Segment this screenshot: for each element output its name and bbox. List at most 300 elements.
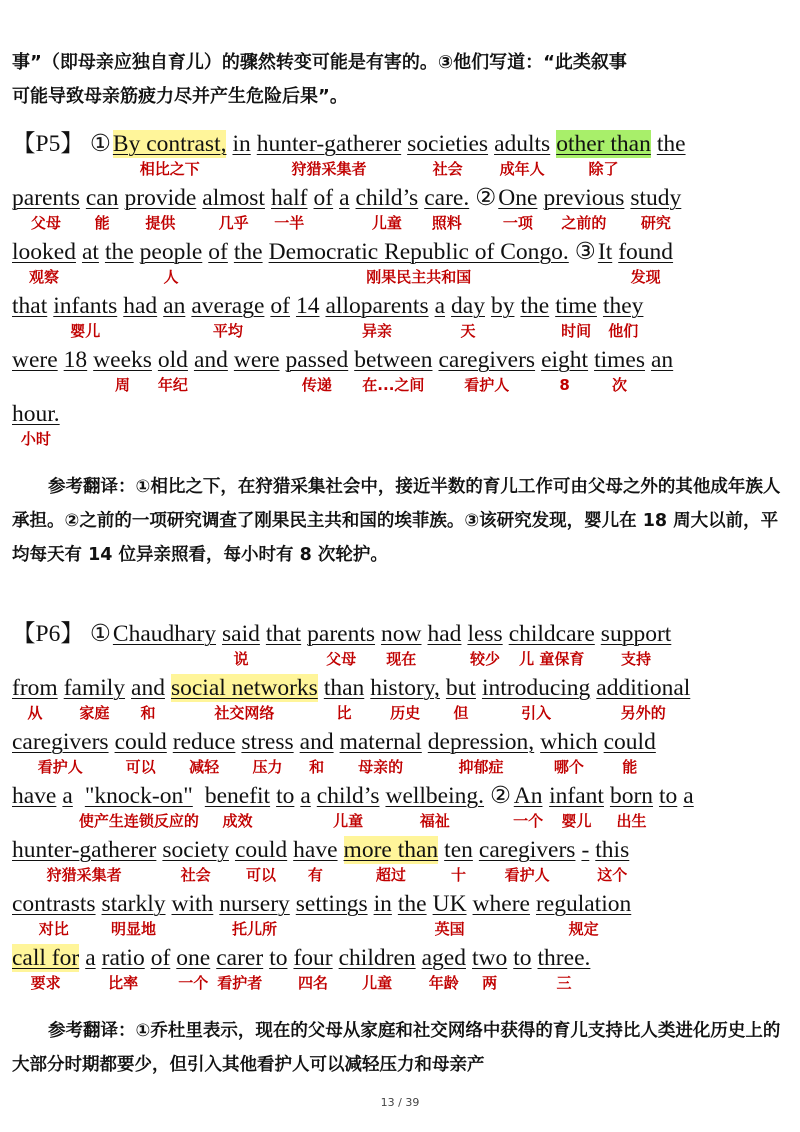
word-token [125, 184, 197, 234]
word-token [235, 836, 287, 886]
word-token [659, 782, 677, 832]
chinese-gloss: 小时 [20, 430, 51, 448]
word-token [374, 890, 392, 940]
chinese-gloss: 一项 [502, 214, 533, 232]
chinese-gloss: 福祉 [419, 812, 450, 830]
chinese-gloss: 比率 [108, 974, 139, 992]
word-token [194, 346, 228, 396]
english-word: infant [549, 783, 604, 809]
sentence-marker: ① [89, 131, 111, 157]
english-word: regulation [535, 891, 632, 917]
english-word: 18 [63, 347, 88, 373]
english-word: hour. [12, 401, 60, 427]
word-token [339, 184, 349, 234]
word-token [428, 728, 534, 778]
top-text-line: 事”（即母亲应独自育儿）的骤然转变可能是有害的。③他们写道：“此类叙事 [12, 52, 627, 73]
english-word: three. [537, 945, 591, 971]
word-token [12, 292, 47, 342]
word-token [446, 674, 476, 724]
english-word: a [85, 945, 96, 971]
text-line [12, 836, 635, 890]
english-word: starkly [101, 891, 166, 917]
english-word: stress [241, 729, 294, 755]
paragraph-label: 【P5】 [12, 131, 84, 157]
word-token [610, 782, 653, 832]
english-word: reduce [172, 729, 236, 755]
word-token [64, 674, 125, 724]
english-word: eight [541, 347, 589, 373]
word-token [85, 944, 95, 994]
word-token [234, 346, 280, 396]
english-word: the [520, 293, 550, 319]
english-word: time [555, 293, 597, 319]
english-word: family [63, 675, 126, 701]
word-token [12, 782, 56, 832]
word-token [324, 674, 364, 724]
english-word: caregivers [12, 729, 109, 755]
top-text-line: 可能导致母亲筋疲力尽并产生危险后果”。 [12, 86, 348, 107]
word-token [356, 184, 419, 234]
word-token [140, 238, 203, 288]
chinese-gloss: 抑郁症 [458, 758, 504, 776]
english-word: that [12, 293, 48, 319]
english-word: study [630, 185, 682, 211]
english-word: and [299, 729, 334, 755]
word-token [12, 400, 60, 450]
english-word: UK [432, 891, 467, 917]
word-token [435, 292, 445, 342]
chinese-gloss: 可以 [246, 866, 277, 884]
word-token [354, 346, 432, 396]
top-text [12, 46, 792, 114]
word-token [428, 620, 462, 670]
english-word: day [451, 293, 485, 319]
text-line [12, 944, 596, 998]
english-word: between [354, 347, 433, 373]
english-word: average [191, 293, 265, 319]
english-word: of [313, 185, 334, 211]
english-word: this [595, 837, 630, 863]
english-word: people [139, 239, 203, 265]
word-token [509, 620, 595, 670]
english-word: old [157, 347, 188, 373]
chinese-gloss: 儿童 [371, 214, 402, 232]
word-token [494, 130, 550, 180]
english-word: had [427, 621, 462, 647]
word-token [234, 238, 263, 288]
word-token [93, 346, 152, 396]
chinese-gloss: 发现 [630, 268, 661, 286]
chinese-gloss: 可以 [125, 758, 156, 776]
word-token [266, 620, 301, 670]
english-word: and [131, 675, 165, 701]
word-token [595, 836, 629, 886]
word-token [202, 184, 265, 234]
chinese-gloss: 使产生连锁反应的 [78, 812, 199, 830]
word-token [232, 130, 250, 180]
english-word: now [381, 621, 422, 647]
sentence-marker: ③ [574, 239, 596, 265]
chinese-gloss: 社会 [432, 160, 463, 178]
word-token [339, 944, 416, 994]
english-word: hunter-gatherer [12, 837, 157, 863]
chinese-gloss: 除了 [588, 160, 619, 178]
english-word: alloparents [325, 293, 429, 319]
english-word: a [339, 185, 350, 211]
english-word: at [81, 239, 99, 265]
chinese-gloss: 明显地 [111, 920, 157, 938]
word-token [79, 782, 199, 832]
word-token [651, 346, 673, 396]
chinese-gloss: 看护人 [504, 866, 550, 884]
english-word: with [171, 891, 214, 917]
word-token [482, 674, 590, 724]
chinese-gloss: 异亲 [362, 322, 393, 340]
word-token [513, 944, 531, 994]
word-token [300, 728, 334, 778]
english-word: where [472, 891, 530, 917]
english-word: previous [543, 185, 625, 211]
word-token [657, 130, 686, 180]
chinese-gloss: 天 [460, 322, 476, 340]
english-word: ratio [101, 945, 145, 971]
chinese-gloss: 出生 [616, 812, 647, 830]
english-word: social networks [170, 675, 318, 701]
english-word: - [581, 837, 590, 863]
word-token [90, 130, 111, 158]
chinese-gloss: 比 [336, 704, 352, 722]
word-token [381, 620, 421, 670]
chinese-gloss: 平均 [212, 322, 243, 340]
english-word: infants [53, 293, 118, 319]
english-word: children [338, 945, 416, 971]
english-word: 14 [295, 293, 320, 319]
word-token [618, 238, 673, 288]
word-token [479, 836, 576, 886]
english-word: "knock-on" [84, 783, 193, 809]
english-word: Chaudhary [112, 621, 217, 647]
word-token [370, 674, 440, 724]
word-token [113, 130, 227, 180]
english-word: born [609, 783, 654, 809]
chinese-gloss: 婴儿 [70, 322, 101, 340]
english-word: had [123, 293, 158, 319]
english-word: nursery [219, 891, 290, 917]
english-word: could [234, 837, 288, 863]
word-token [317, 782, 380, 832]
page-number: 13 / 39 [380, 1096, 420, 1109]
word-token [307, 620, 375, 670]
english-word: adults [494, 131, 551, 157]
english-word: hunter-gatherer [256, 131, 402, 157]
english-word: to [513, 945, 532, 971]
word-token [541, 346, 588, 396]
word-token [62, 782, 72, 832]
chinese-gloss: 8 [559, 376, 570, 394]
word-token [575, 238, 596, 266]
english-word: the [233, 239, 263, 265]
word-token [473, 890, 530, 940]
word-token [398, 890, 427, 940]
text-line [12, 890, 637, 944]
chinese-gloss: 对比 [38, 920, 69, 938]
chinese-gloss: 能 [622, 758, 638, 776]
word-token [603, 292, 643, 342]
english-word: history, [370, 675, 440, 701]
chinese-gloss: 一个 [513, 812, 544, 830]
text-line [12, 346, 679, 400]
chinese-gloss: 一半 [274, 214, 305, 232]
word-token [344, 836, 439, 886]
word-token [444, 836, 473, 886]
english-word: childcare [508, 621, 595, 647]
chinese-gloss: 父母 [326, 650, 357, 668]
p5-translation: 参考翻译：①相比之下，在狩猎采集社会中，接近半数的育儿工作可由父母之外的其他成年族人承担。②之前的一项研究调查了刚果民主共和国的埃菲族。③该研究发现，婴儿在 18 周大以前，平均每天有 14 位异亲照看，每小时有 8 次轮护。 [12, 477, 781, 565]
word-token [314, 184, 334, 234]
english-word: four [293, 945, 333, 971]
text-line [12, 620, 677, 674]
paragraph-label: 【P6】 [12, 621, 84, 647]
english-word: have [12, 783, 57, 809]
chinese-gloss: 母亲的 [358, 758, 404, 776]
word-token [276, 782, 294, 832]
chinese-gloss: 但 [453, 704, 469, 722]
word-token [467, 620, 502, 670]
english-word: looked [12, 239, 76, 265]
english-word: carer [216, 945, 264, 971]
chinese-gloss: 几乎 [218, 214, 249, 232]
english-word: the [397, 891, 427, 917]
word-token [498, 184, 537, 234]
chinese-gloss: 成年人 [499, 160, 545, 178]
english-word: child’s [316, 783, 380, 809]
chinese-gloss: 人 [163, 268, 179, 286]
text-line [12, 184, 687, 238]
word-token [12, 674, 58, 724]
word-token [520, 292, 549, 342]
text-line [12, 782, 700, 836]
english-word: of [208, 239, 228, 265]
english-word: societies [407, 131, 489, 157]
word-token [293, 944, 332, 994]
word-token [540, 728, 597, 778]
word-token [543, 184, 624, 234]
word-token [176, 944, 210, 994]
english-word: more than [343, 837, 439, 863]
chinese-gloss: 减轻 [189, 758, 220, 776]
word-token [205, 782, 270, 832]
word-token [53, 292, 117, 342]
english-word: from [12, 675, 58, 701]
chinese-gloss: 支持 [621, 650, 652, 668]
word-token [293, 836, 337, 886]
chinese-gloss: 哪个 [553, 758, 584, 776]
chinese-gloss: 较少 [470, 650, 501, 668]
english-word: ten [444, 837, 473, 863]
english-word: society [162, 837, 229, 863]
english-word: contrasts [12, 891, 96, 917]
english-word: passed [285, 347, 349, 373]
english-word: introducing [481, 675, 591, 701]
english-word: call for [12, 945, 80, 971]
chinese-gloss: 照料 [431, 214, 462, 232]
chinese-gloss: 要求 [30, 974, 61, 992]
word-token [296, 890, 368, 940]
text-line [12, 130, 692, 184]
english-word: were [233, 347, 280, 373]
word-token [604, 728, 656, 778]
word-token [90, 620, 111, 648]
chinese-gloss: 在...之间 [362, 376, 425, 394]
word-token [172, 890, 214, 940]
word-token [216, 944, 263, 994]
word-token [683, 782, 693, 832]
sentence-marker: ② [475, 185, 497, 211]
english-word: Democratic Republic of Congo. [268, 239, 569, 265]
chinese-gloss: 相比之下 [139, 160, 200, 178]
chinese-gloss: 之前的 [561, 214, 607, 232]
english-word: two [472, 945, 508, 971]
english-word: the [104, 239, 134, 265]
word-token [113, 620, 216, 670]
chinese-gloss: 规定 [568, 920, 599, 938]
english-word: a [434, 293, 446, 319]
english-word: parents [307, 621, 376, 647]
word-token [407, 130, 488, 180]
word-token [219, 890, 289, 940]
chinese-gloss: 父母 [30, 214, 61, 232]
english-word: could [114, 729, 167, 755]
chinese-gloss: 成效 [222, 812, 253, 830]
chinese-gloss: 儿童 [362, 974, 393, 992]
word-token [64, 346, 88, 396]
word-token [475, 184, 496, 212]
english-word: aged [421, 945, 466, 971]
word-token [385, 782, 484, 832]
word-token [102, 890, 166, 940]
english-word: provide [124, 185, 197, 211]
word-token [269, 238, 569, 288]
text-line [12, 292, 649, 346]
english-word: a [300, 783, 311, 809]
word-token [424, 184, 469, 234]
word-token [513, 782, 543, 832]
word-token [173, 728, 236, 778]
english-word: a [683, 783, 694, 809]
word-token [601, 620, 672, 670]
word-token [490, 782, 511, 810]
word-token [151, 944, 171, 994]
chinese-gloss: 家庭 [79, 704, 110, 722]
english-word: to [269, 945, 288, 971]
p6-translation: 参考翻译：①乔杜里表示，现在的父母从家庭和社交网络中获得的育儿支持比人类进化历史上的大部分时期都要少，但引入其他看护人可以减轻压力和母亲产 [12, 1021, 781, 1075]
english-word: settings [295, 891, 368, 917]
chinese-gloss: 儿 童保育 [519, 650, 585, 668]
chinese-gloss: 年龄 [428, 974, 459, 992]
word-token [105, 238, 134, 288]
english-word: less [467, 621, 503, 647]
word-token [300, 782, 310, 832]
english-word: One [498, 185, 538, 211]
english-word: were [12, 347, 58, 373]
word-token [12, 184, 80, 234]
chinese-gloss: 和 [309, 758, 325, 776]
chinese-gloss: 狩猎采集者 [291, 160, 367, 178]
english-word: of [270, 293, 290, 319]
chinese-gloss: 次 [612, 376, 628, 394]
word-token [286, 346, 349, 396]
chinese-gloss: 说 [233, 650, 249, 668]
word-token [241, 728, 293, 778]
english-word: have [293, 837, 338, 863]
sentence-marker: ② [490, 783, 512, 809]
english-word: by [490, 293, 515, 319]
english-word: weeks [93, 347, 152, 373]
chinese-gloss: 狩猎采集者 [46, 866, 122, 884]
chinese-gloss: 社会 [180, 866, 211, 884]
chinese-gloss: 提供 [145, 214, 176, 232]
word-token [131, 674, 165, 724]
word-token [191, 292, 264, 342]
word-token [12, 238, 76, 288]
sentence-marker: ① [89, 621, 111, 647]
english-word: caregivers [478, 837, 576, 863]
english-word: half [270, 185, 308, 211]
english-word: which [540, 729, 598, 755]
word-token [581, 836, 589, 886]
english-word: that [265, 621, 302, 647]
word-token [163, 292, 185, 342]
english-word: It [597, 239, 613, 265]
chinese-gloss: 传递 [301, 376, 332, 394]
word-token [594, 346, 645, 396]
chinese-gloss: 托儿所 [232, 920, 278, 938]
chinese-gloss: 超过 [375, 866, 406, 884]
chinese-gloss: 有 [307, 866, 323, 884]
chinese-gloss: 现在 [386, 650, 417, 668]
chinese-gloss: 能 [94, 214, 110, 232]
english-word: an [650, 347, 674, 373]
chinese-gloss: 看护人 [464, 376, 510, 394]
word-token [82, 238, 99, 288]
english-word: found [618, 239, 674, 265]
word-token [269, 944, 287, 994]
english-word: but [445, 675, 476, 701]
chinese-gloss: 这个 [597, 866, 628, 884]
word-token [171, 674, 318, 724]
english-word: to [659, 783, 678, 809]
word-token [538, 944, 591, 994]
word-token [422, 944, 466, 994]
word-token [123, 292, 157, 342]
english-word: in [373, 891, 392, 917]
text-line [12, 238, 679, 292]
english-word: times [594, 347, 645, 373]
english-word: can [85, 185, 119, 211]
chinese-gloss: 社交网络 [214, 704, 275, 722]
english-word: depression, [427, 729, 535, 755]
chinese-gloss: 引入 [521, 704, 552, 722]
chinese-gloss: 周 [115, 376, 131, 394]
chinese-gloss: 刚果民主共和国 [366, 268, 472, 286]
chinese-gloss: 十 [451, 866, 467, 884]
english-word: child’s [355, 185, 419, 211]
chinese-gloss: 看护人 [37, 758, 83, 776]
word-token [536, 890, 631, 940]
word-token [596, 674, 690, 724]
word-token [12, 728, 109, 778]
word-token [102, 944, 145, 994]
